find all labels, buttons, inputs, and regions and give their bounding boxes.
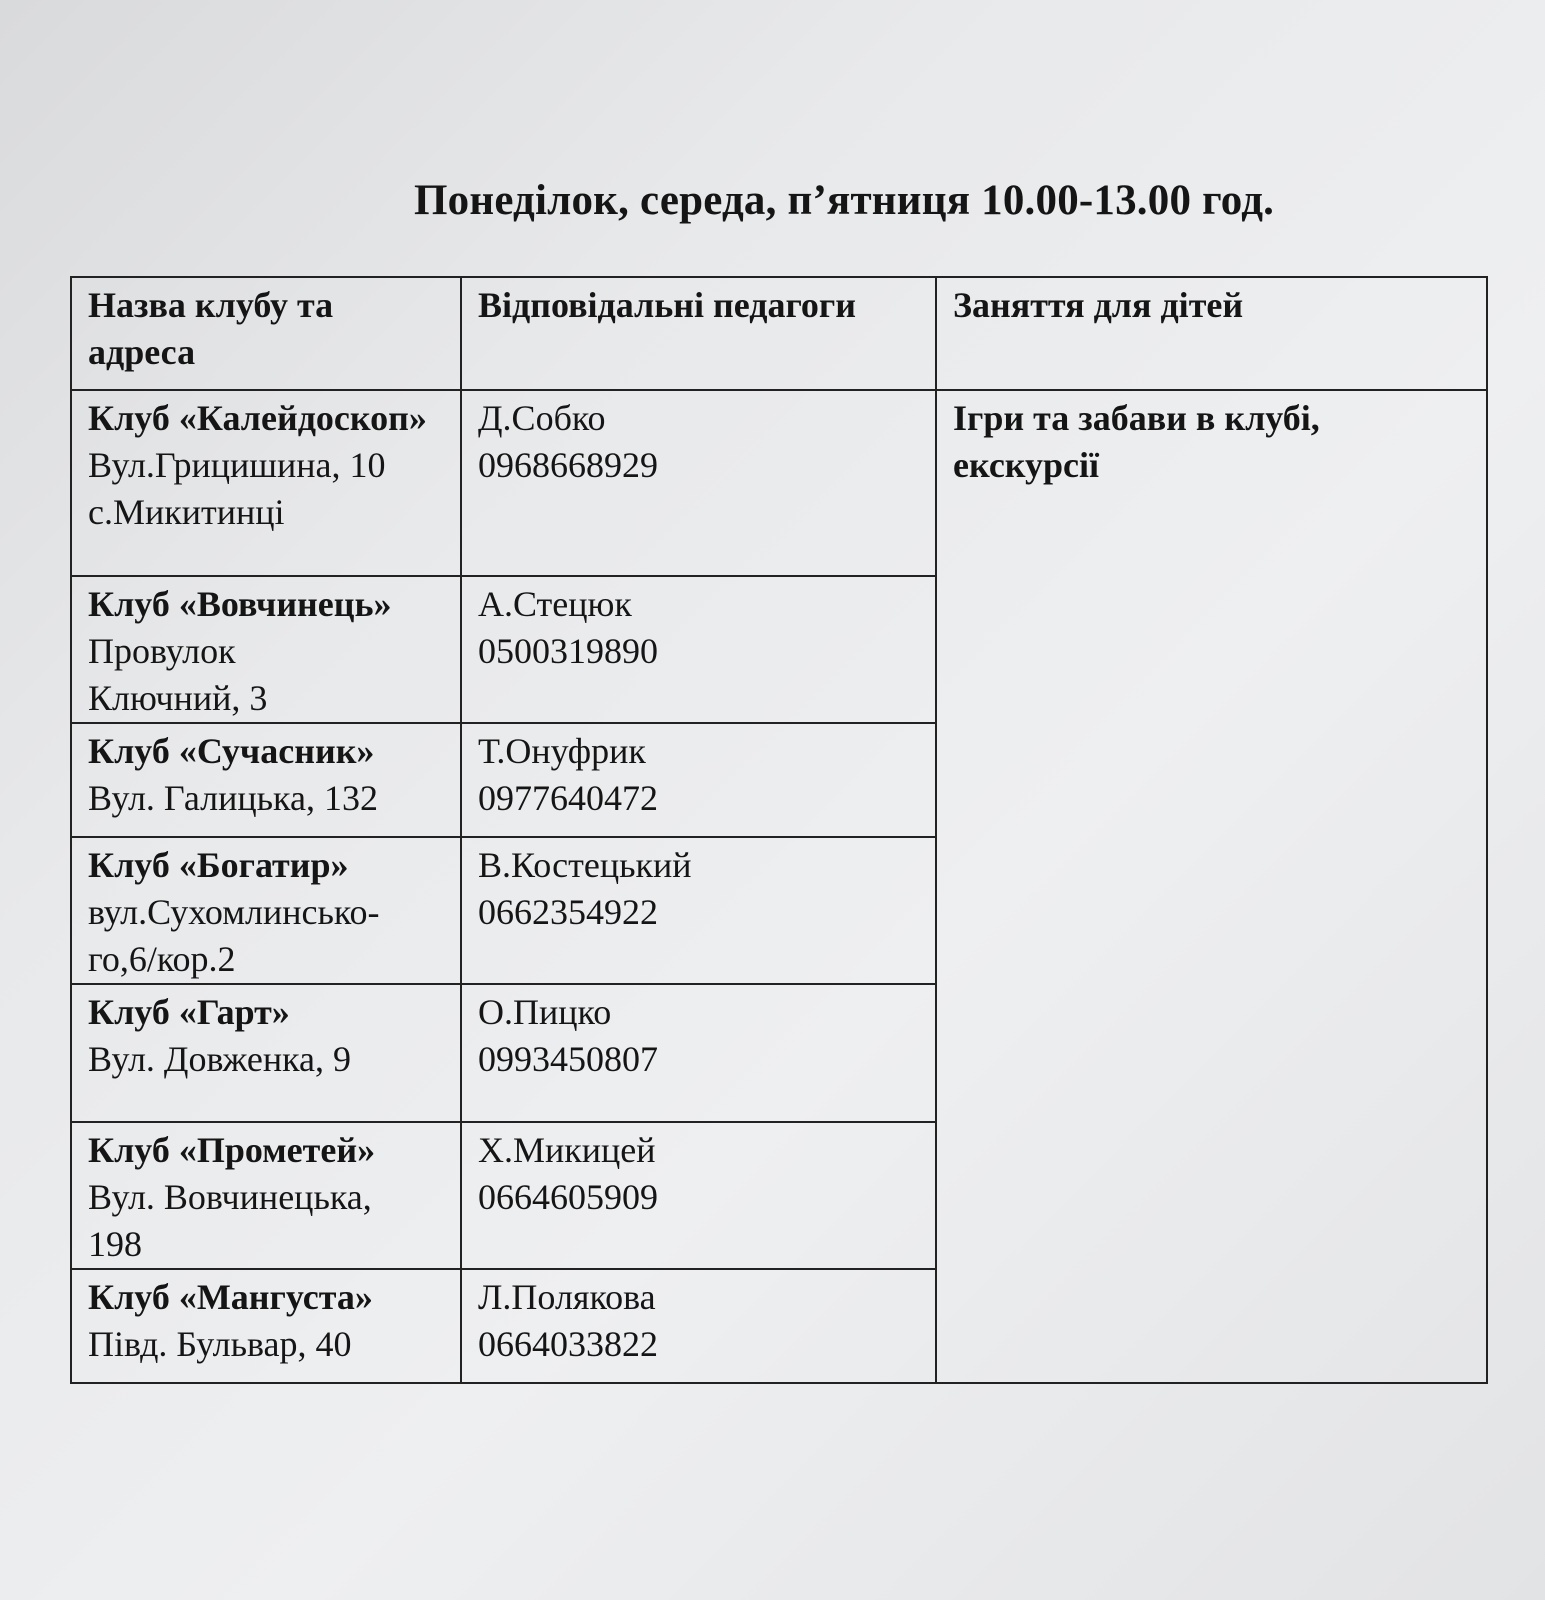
header-club: Назва клубу та адреса bbox=[71, 277, 461, 390]
club-name: Клуб «Мангуста» bbox=[88, 1277, 373, 1317]
teacher-phone: 0664605909 bbox=[478, 1177, 658, 1217]
page-title: Понеділок, середа, п’ятниця 10.00-13.00 год. bbox=[414, 177, 1275, 224]
teacher-name: А.Стецюк bbox=[478, 584, 632, 624]
activities-cell bbox=[936, 390, 1487, 1383]
club-name: Клуб «Калейдоскоп» bbox=[88, 398, 427, 438]
club-address-line: Ключний, 3 bbox=[88, 678, 268, 718]
activities-text: Ігри та забави в клубі, екскурсії bbox=[953, 398, 1320, 485]
club-address-line: Провулок bbox=[88, 631, 236, 671]
teacher-phone: 0500319890 bbox=[478, 631, 658, 671]
club-address-line: Вул. Довженка, 9 bbox=[88, 1039, 352, 1079]
teacher-cell bbox=[461, 390, 936, 576]
teacher-cell bbox=[461, 984, 936, 1122]
club-address-line: Вул. Вовчинецька, bbox=[88, 1177, 372, 1217]
teacher-cell bbox=[461, 723, 936, 837]
club-name: Клуб «Богатир» bbox=[88, 845, 349, 885]
club-address-line: го,6/кор.2 bbox=[88, 939, 236, 979]
clubs-table bbox=[70, 276, 1488, 1384]
club-cell bbox=[71, 576, 461, 723]
club-address-line: Вул. Галицька, 132 bbox=[88, 778, 378, 818]
club-address-line: Півд. Бульвар, 40 bbox=[88, 1324, 352, 1364]
teacher-name: Л.Полякова bbox=[478, 1277, 656, 1317]
club-cell bbox=[71, 1269, 461, 1383]
teacher-phone: 0977640472 bbox=[478, 778, 658, 818]
club-address-line: вул.Сухомлинсько- bbox=[88, 892, 380, 932]
club-name: Клуб «Вовчинець» bbox=[88, 584, 392, 624]
club-cell bbox=[71, 984, 461, 1122]
teacher-phone: 0968668929 bbox=[478, 445, 658, 485]
club-name: Клуб «Сучасник» bbox=[88, 731, 375, 771]
club-cell bbox=[71, 1122, 461, 1269]
club-address-line: с.Микитинці bbox=[88, 492, 285, 532]
table-header-row bbox=[71, 277, 1487, 390]
club-name: Клуб «Прометей» bbox=[88, 1130, 376, 1170]
club-address-line: 198 bbox=[88, 1224, 142, 1264]
club-address-line: Вул.Грицишина, 10 bbox=[88, 445, 386, 485]
header-teachers: Відповідальні педагоги bbox=[461, 277, 936, 390]
club-cell bbox=[71, 723, 461, 837]
teacher-phone: 0664033822 bbox=[478, 1324, 658, 1364]
teacher-cell bbox=[461, 1122, 936, 1269]
header-activities: Заняття для дітей bbox=[936, 277, 1487, 390]
teacher-name: В.Костецький bbox=[478, 845, 692, 885]
teacher-cell bbox=[461, 576, 936, 723]
teacher-name: О.Пицко bbox=[478, 992, 612, 1032]
teacher-phone: 0662354922 bbox=[478, 892, 658, 932]
teacher-cell bbox=[461, 1269, 936, 1383]
club-name: Клуб «Гарт» bbox=[88, 992, 290, 1032]
club-cell bbox=[71, 390, 461, 576]
club-cell bbox=[71, 837, 461, 984]
teacher-name: Т.Онуфрик bbox=[478, 731, 646, 771]
teacher-name: Х.Микицей bbox=[478, 1130, 656, 1170]
table-row bbox=[71, 390, 1487, 576]
teacher-phone: 0993450807 bbox=[478, 1039, 658, 1079]
teacher-cell bbox=[461, 837, 936, 984]
teacher-name: Д.Собко bbox=[478, 398, 606, 438]
